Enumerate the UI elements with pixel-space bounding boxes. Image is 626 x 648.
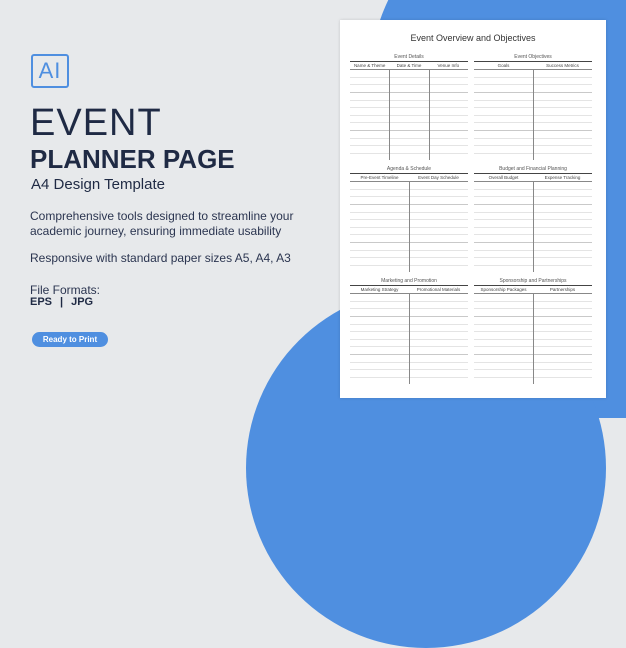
column-header: Event Day Schedule (418, 175, 459, 180)
column-divider (429, 70, 430, 160)
section-title: Marketing and Promotion (381, 278, 437, 284)
logo-text: AI (38, 58, 62, 83)
column-header: Expense Tracking (544, 175, 581, 180)
hero-subtitle: A4 Design Template (31, 176, 165, 193)
section-title: Sponsorship and Partnerships (499, 278, 567, 284)
column-headers (350, 285, 468, 293)
section-title: Budget and Financial Planning (499, 166, 567, 172)
column-divider (533, 182, 534, 272)
column-header: Partnerships (549, 287, 576, 292)
section-event-objectives (474, 54, 592, 160)
column-header: Promotional Materials (416, 287, 461, 292)
column-divider (409, 182, 410, 272)
paper-title: Event Overview and Objectives (410, 33, 536, 43)
format-eps: EPS (30, 296, 53, 308)
column-headers (474, 285, 592, 293)
ruled-grid (350, 293, 468, 384)
ruled-grid (474, 181, 592, 272)
column-header: Goals (497, 63, 510, 68)
column-header: Venue Info (437, 63, 460, 68)
hero-title-line2: PLANNER PAGE (30, 144, 235, 174)
hero-description: Comprehensive tools designed to streamline your academic journey, ensuring immediate usability (30, 209, 294, 238)
column-headers (350, 61, 468, 69)
responsive-note: Responsive with standard paper sizes A5, A4, A3 (30, 251, 291, 265)
section-marketing-promotion (350, 278, 468, 384)
ai-logo-icon (31, 54, 69, 88)
section-event-details (350, 54, 468, 160)
ruled-grid (474, 69, 592, 160)
ruled-grid (474, 293, 592, 384)
format-separator: | (60, 296, 64, 308)
section-sponsorship-partnerships (474, 278, 592, 384)
column-header: Success Metrics (546, 63, 579, 68)
column-header: Name & Theme (353, 63, 386, 68)
ruled-grid (350, 181, 468, 272)
column-divider (409, 294, 410, 384)
column-headers (474, 61, 592, 69)
column-header: Pre-Event Timeline (360, 175, 399, 180)
section-title: Agenda & Schedule (386, 166, 432, 172)
column-headers (474, 173, 592, 181)
section-budget-financial (474, 166, 592, 272)
column-header: Sponsorship Packages (480, 287, 527, 292)
column-header: Date & Time (396, 63, 422, 68)
section-title: Event Objectives (514, 54, 552, 60)
column-divider (389, 70, 390, 160)
file-formats (30, 296, 93, 308)
ready-to-print-button[interactable] (32, 332, 108, 347)
ruled-grid (350, 69, 468, 160)
format-jpg: JPG (71, 296, 94, 308)
section-agenda-schedule (350, 166, 468, 272)
planner-page-preview (340, 20, 606, 398)
section-title: Event Details (394, 54, 424, 60)
column-headers (350, 173, 468, 181)
column-divider (533, 70, 534, 160)
hero-title-line1: EVENT (30, 102, 162, 144)
column-header: Marketing Strategy (360, 287, 399, 292)
column-header: Overall Budget (488, 175, 519, 180)
ready-to-print-label: Ready to Print (42, 335, 98, 344)
file-formats-label: File Formats: (30, 283, 101, 297)
column-divider (533, 294, 534, 384)
